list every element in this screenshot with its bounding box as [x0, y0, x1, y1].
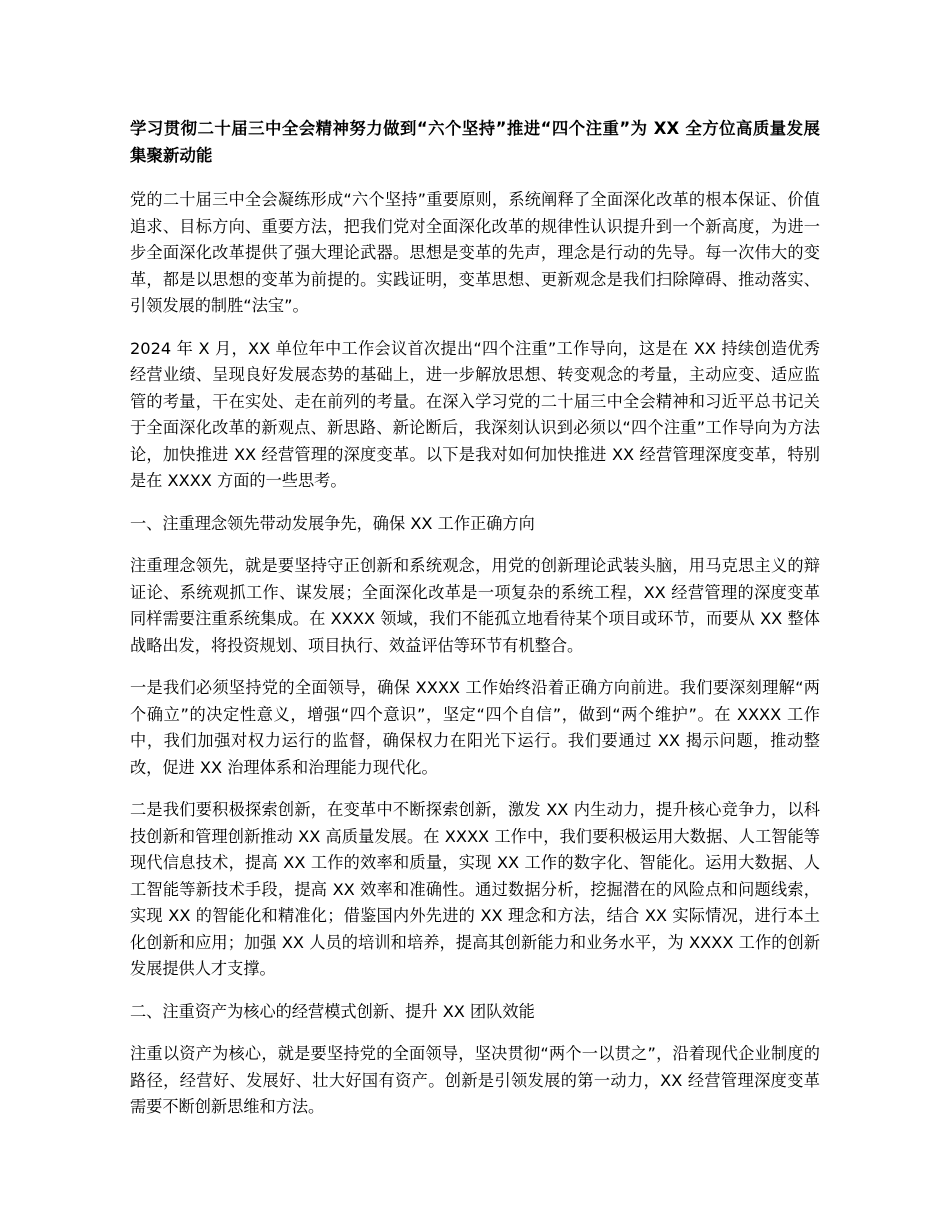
- document-blocks: [130, 187, 820, 1121]
- paragraph-3: 注重理念领先，就是要坚持守正创新和系统观念，用党的创新理论武装头脑，用马克思主义的辩证论、系统观抓工作、谋发展；全面深化改革是一项复杂的系统工程，XX 经营管理的深度变革同样需要注重系统集成。在 XXXX 领域，我们不能孤立地看待某个项目或环节，而要从 XX 整体战略出发，将投资规划、项目执行、效益评估等环节有机整合。: [130, 556, 820, 655]
- section-heading-2: 二、注重资产为核心的经营模式创新、提升 XX 团队效能: [130, 1001, 535, 1021]
- paragraph-5: 二是我们要积极探索创新，在变革中不断探索创新，激发 XX 内生动力，提升核心竞争力，以科技创新和管理创新推动 XX 高质量发展。在 XXXX 工作中，我们要积极运用大数据、人工智能等现代信息技术，提高 XX 工作的效率和质量，实现 XX 工作的数字化、智能化。运用大数据、人工智能等新技术手段，提高 XX 效率和准确性。通过数据分析，挖掘潜在的风险点和问题线索，实现 XX 的智能化和精准化；借鉴国内外先进的 XX 理念和方法，结合 XX 实际情况，进行本土化创新和应用；加强 XX 人员的培训和培养，提高其创新能力和业务水平，为 XXXX 工作的创新发展提供人才支撑。: [130, 800, 820, 978]
- paragraph-6: 注重以资产为核心，就是要坚持党的全面领导，坚决贯彻“两个一以贯之”，沿着现代企业制度的路径，经营好、发展好、壮大好国有资产。创新是引领发展的第一动力，XX 经营管理深度变革需要不断创新思维和方法。: [130, 1044, 820, 1116]
- paragraph-2: 2024 年 X 月，XX 单位年中工作会议首次提出“四个注重”工作导向，这是在 XX 持续创造优秀经营业绩、呈现良好发展态势的基础上，进一步解放思想、转变观念的考量，主动应变、适应监管的考量，干在实处、走在前列的考量。在深入学习党的二十届三中全会精神和习近平总书记关于全面深化改革的新观点、新思路、新论断后，我深刻认识到必须以“四个注重”工作导向为方法论，加快推进 XX 经营管理的深度变革。以下是我对如何加快推进 XX 经营管理深度变革，特别是在 XXXX 方面的一些思考。: [130, 338, 820, 490]
- document-body: [130, 116, 820, 1121]
- paragraph-1: 党的二十届三中全会凝练形成“六个坚持”重要原则，系统阐释了全面深化改革的根本保证、价值追求、目标方向、重要方法，把我们党对全面深化改革的规律性认识提升到一个新高度，为进一步全面深化改革提供了强大理论武器。思想是变革的先声，理念是行动的先导。每一次伟大的变革，都是以思想的变革为前提的。实践证明，变革思想、更新观念是我们扫除障碍、推动落实、引领发展的制胜“法宝”。: [130, 190, 820, 315]
- document-title: 学习贯彻二十届三中全会精神努力做到“六个坚持”推进“四个注重”为 XX 全方位高质量发展集聚新动能: [130, 119, 820, 165]
- section-heading-1: 一、注重理念领先带动发展争先，确保 XX 工作正确方向: [130, 513, 535, 533]
- paragraph-4: 一是我们必须坚持党的全面领导，确保 XXXX 工作始终沿着正确方向前进。我们要深刻理解“两个确立”的决定性意义，增强“四个意识”，坚定“四个自信”，做到“两个维护”。在 XXXX 工作中，我们加强对权力运行的监督，确保权力在阳光下运行。我们要通过 XX 揭示问题，推动整改，促进 XX 治理体系和治理能力现代化。: [130, 678, 820, 777]
